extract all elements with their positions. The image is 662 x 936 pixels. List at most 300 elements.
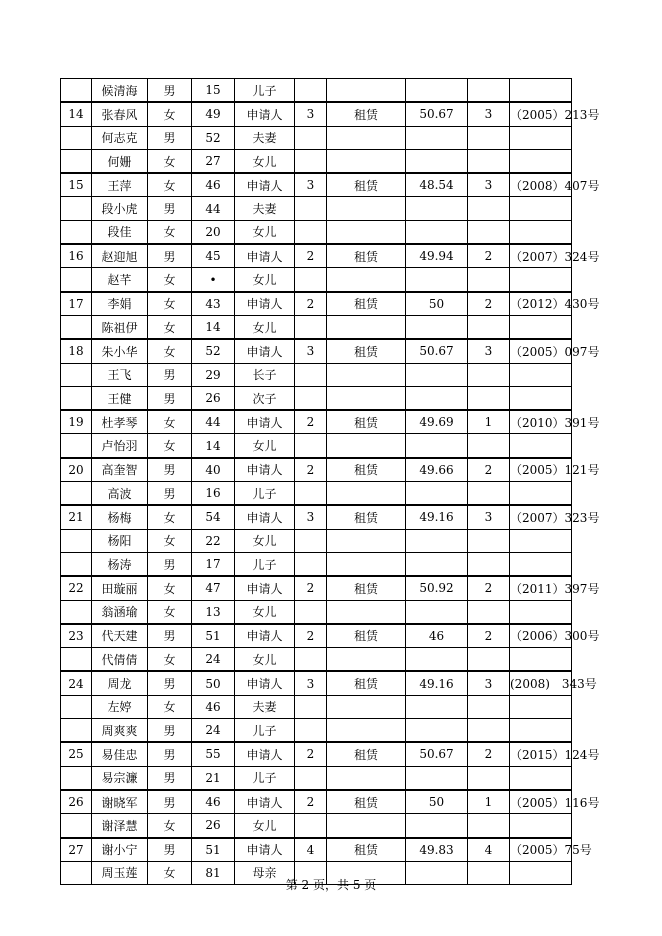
cell-type: 租赁 [327, 339, 406, 363]
cell-no [61, 814, 92, 838]
cell-rel: 申请人 [235, 339, 295, 363]
cell-type: 租赁 [327, 624, 406, 648]
cell-sex: 女 [148, 149, 192, 173]
cell-sex: 男 [148, 790, 192, 814]
cell-no: 26 [61, 790, 92, 814]
cell-name: 易宗濂 [92, 766, 148, 790]
cell-subsidy [468, 268, 510, 292]
cell-age: 22 [192, 529, 235, 552]
cell-age: 44 [192, 410, 235, 434]
cell-count [295, 315, 327, 339]
cell-rel: 申请人 [235, 244, 295, 268]
cell-area: 50 [406, 790, 468, 814]
cell-area [406, 648, 468, 672]
table-row [61, 552, 572, 576]
cell-area: 50.67 [406, 102, 468, 126]
cell-subsidy [468, 79, 510, 103]
cell-rel: 儿子 [235, 482, 295, 506]
cell-doc [510, 79, 572, 103]
cell-age: 44 [192, 197, 235, 220]
cell-area: 50 [406, 292, 468, 316]
cell-subsidy [468, 766, 510, 790]
cell-area: 49.69 [406, 410, 468, 434]
cell-count: 2 [295, 458, 327, 482]
cell-type [327, 220, 406, 244]
cell-area [406, 79, 468, 103]
cell-count [295, 814, 327, 838]
cell-subsidy [468, 220, 510, 244]
cell-type [327, 766, 406, 790]
cell-doc [510, 434, 572, 458]
cell-name: 段小虎 [92, 197, 148, 220]
cell-no: 15 [61, 173, 92, 197]
cell-doc [510, 315, 572, 339]
cell-area [406, 315, 468, 339]
cell-count [295, 220, 327, 244]
cell-sex: 男 [148, 126, 192, 149]
table-row [61, 742, 572, 766]
cell-name: 朱小华 [92, 339, 148, 363]
cell-area [406, 529, 468, 552]
cell-area: 49.94 [406, 244, 468, 268]
cell-type: 租赁 [327, 102, 406, 126]
cell-count [295, 719, 327, 743]
cell-doc [510, 197, 572, 220]
cell-name: 谢晓军 [92, 790, 148, 814]
cell-doc: （2015）124号 [510, 742, 572, 766]
cell-no: 21 [61, 505, 92, 529]
table-row [61, 648, 572, 672]
cell-doc [510, 363, 572, 386]
cell-subsidy: 1 [468, 790, 510, 814]
cell-doc: （2005）213号 [510, 102, 572, 126]
table-row [61, 268, 572, 292]
table-row [61, 719, 572, 743]
cell-no [61, 552, 92, 576]
cell-age: 27 [192, 149, 235, 173]
cell-area [406, 482, 468, 506]
cell-doc [510, 268, 572, 292]
cell-age: 51 [192, 624, 235, 648]
cell-doc [510, 386, 572, 410]
cell-subsidy: 3 [468, 102, 510, 126]
table-row [61, 363, 572, 386]
table-row [61, 790, 572, 814]
cell-count [295, 695, 327, 718]
cell-count [295, 434, 327, 458]
cell-rel: 女儿 [235, 268, 295, 292]
cell-age: 51 [192, 838, 235, 862]
cell-type [327, 315, 406, 339]
cell-count: 2 [295, 410, 327, 434]
cell-count [295, 126, 327, 149]
cell-name: 易佳忠 [92, 742, 148, 766]
table-row [61, 600, 572, 624]
cell-age: 14 [192, 434, 235, 458]
cell-name: 周玉莲 [92, 861, 148, 884]
cell-sex: 男 [148, 838, 192, 862]
cell-subsidy [468, 529, 510, 552]
cell-rel: 母亲 [235, 861, 295, 884]
cell-sex: 女 [148, 292, 192, 316]
cell-name: 王萍 [92, 173, 148, 197]
cell-area [406, 695, 468, 718]
cell-type [327, 600, 406, 624]
cell-type [327, 386, 406, 410]
table-row [61, 482, 572, 506]
cell-name: 段佳 [92, 220, 148, 244]
cell-type: 租赁 [327, 671, 406, 695]
cell-doc: （2007）324号 [510, 244, 572, 268]
cell-age: 26 [192, 814, 235, 838]
cell-area [406, 149, 468, 173]
cell-rel: 女儿 [235, 648, 295, 672]
cell-type [327, 719, 406, 743]
cell-type [327, 552, 406, 576]
cell-subsidy: 3 [468, 339, 510, 363]
cell-area [406, 197, 468, 220]
table-row [61, 149, 572, 173]
table-row [61, 838, 572, 862]
cell-sex: 女 [148, 102, 192, 126]
cell-subsidy: 2 [468, 292, 510, 316]
cell-subsidy: 2 [468, 244, 510, 268]
table-row [61, 197, 572, 220]
table-row [61, 434, 572, 458]
cell-doc: （2005）097号 [510, 339, 572, 363]
cell-age: 47 [192, 576, 235, 600]
cell-no: 16 [61, 244, 92, 268]
cell-no [61, 149, 92, 173]
cell-count: 3 [295, 339, 327, 363]
cell-sex: 男 [148, 766, 192, 790]
cell-count [295, 482, 327, 506]
table-row [61, 126, 572, 149]
cell-subsidy [468, 482, 510, 506]
cell-count: 2 [295, 790, 327, 814]
cell-sex: 女 [148, 220, 192, 244]
cell-doc: （2006）300号 [510, 624, 572, 648]
cell-sex: 女 [148, 434, 192, 458]
cell-rel: 申请人 [235, 102, 295, 126]
cell-doc [510, 719, 572, 743]
cell-rel: 申请人 [235, 624, 295, 648]
cell-subsidy: 4 [468, 838, 510, 862]
cell-sex: 男 [148, 671, 192, 695]
cell-sex: 男 [148, 363, 192, 386]
cell-rel: 夫妻 [235, 695, 295, 718]
cell-subsidy [468, 552, 510, 576]
cell-rel: 女儿 [235, 434, 295, 458]
cell-area [406, 220, 468, 244]
cell-age: 14 [192, 315, 235, 339]
cell-type [327, 363, 406, 386]
cell-no: 22 [61, 576, 92, 600]
cell-doc: （2005）75号 [510, 838, 572, 862]
cell-no [61, 695, 92, 718]
cell-age: 13 [192, 600, 235, 624]
cell-count [295, 648, 327, 672]
cell-age: 54 [192, 505, 235, 529]
cell-area: 49.83 [406, 838, 468, 862]
cell-subsidy [468, 197, 510, 220]
cell-name: 王健 [92, 386, 148, 410]
cell-type: 租赁 [327, 576, 406, 600]
cell-age: 24 [192, 719, 235, 743]
table-row [61, 339, 572, 363]
cell-rel: 申请人 [235, 458, 295, 482]
cell-type [327, 482, 406, 506]
cell-no [61, 79, 92, 103]
cell-type [327, 648, 406, 672]
cell-rel: 申请人 [235, 838, 295, 862]
cell-age: 24 [192, 648, 235, 672]
cell-count [295, 197, 327, 220]
cell-name: 代倩倩 [92, 648, 148, 672]
cell-sex: 女 [148, 600, 192, 624]
cell-sex: 男 [148, 719, 192, 743]
cell-rel: 夫妻 [235, 197, 295, 220]
cell-area [406, 552, 468, 576]
cell-area: 49.16 [406, 505, 468, 529]
cell-name: 陈祖伊 [92, 315, 148, 339]
cell-age: 52 [192, 339, 235, 363]
cell-no [61, 482, 92, 506]
cell-count [295, 268, 327, 292]
cell-subsidy [468, 126, 510, 149]
cell-name: 高奎智 [92, 458, 148, 482]
cell-subsidy: 2 [468, 624, 510, 648]
cell-area: 50.92 [406, 576, 468, 600]
cell-rel: 申请人 [235, 576, 295, 600]
table-row [61, 814, 572, 838]
cell-area [406, 126, 468, 149]
cell-type: 租赁 [327, 505, 406, 529]
cell-name: 谢小宁 [92, 838, 148, 862]
cell-no [61, 766, 92, 790]
cell-age: 55 [192, 742, 235, 766]
cell-name: 谢泽慧 [92, 814, 148, 838]
cell-count: 3 [295, 102, 327, 126]
cell-no: 23 [61, 624, 92, 648]
cell-count: 2 [295, 742, 327, 766]
cell-name: 候清海 [92, 79, 148, 103]
cell-no [61, 315, 92, 339]
cell-age: 46 [192, 695, 235, 718]
cell-sex: 女 [148, 315, 192, 339]
cell-no [61, 719, 92, 743]
cell-area [406, 600, 468, 624]
cell-type [327, 529, 406, 552]
cell-doc [510, 149, 572, 173]
cell-sex: 男 [148, 197, 192, 220]
cell-type [327, 149, 406, 173]
cell-age: 52 [192, 126, 235, 149]
table-row [61, 173, 572, 197]
cell-type [327, 197, 406, 220]
cell-rel: 次子 [235, 386, 295, 410]
cell-no [61, 434, 92, 458]
cell-count [295, 552, 327, 576]
cell-doc: （2010）391号 [510, 410, 572, 434]
cell-area [406, 814, 468, 838]
cell-count [295, 766, 327, 790]
cell-count: 4 [295, 838, 327, 862]
cell-name: 高波 [92, 482, 148, 506]
cell-name: 翁涵瑜 [92, 600, 148, 624]
cell-area: 48.54 [406, 173, 468, 197]
cell-age: 15 [192, 79, 235, 103]
cell-subsidy [468, 434, 510, 458]
cell-area [406, 268, 468, 292]
cell-count: 2 [295, 576, 327, 600]
cell-age: 46 [192, 790, 235, 814]
cell-age: 49 [192, 102, 235, 126]
cell-no [61, 600, 92, 624]
cell-sex: 女 [148, 695, 192, 718]
cell-type: 租赁 [327, 838, 406, 862]
cell-rel: 申请人 [235, 742, 295, 766]
cell-rel: 女儿 [235, 149, 295, 173]
cell-type [327, 268, 406, 292]
cell-rel: 女儿 [235, 220, 295, 244]
cell-no: 19 [61, 410, 92, 434]
table-row [61, 102, 572, 126]
cell-age: 50 [192, 671, 235, 695]
table-row [61, 220, 572, 244]
cell-doc [510, 695, 572, 718]
cell-age: 45 [192, 244, 235, 268]
cell-count: 2 [295, 292, 327, 316]
cell-area: 50.67 [406, 339, 468, 363]
table-row [61, 244, 572, 268]
cell-doc: （2011）397号 [510, 576, 572, 600]
cell-no: 24 [61, 671, 92, 695]
cell-count: 3 [295, 173, 327, 197]
cell-subsidy: 2 [468, 458, 510, 482]
cell-type: 租赁 [327, 742, 406, 766]
cell-subsidy: 1 [468, 410, 510, 434]
cell-doc [510, 814, 572, 838]
cell-count [295, 386, 327, 410]
cell-rel: 儿子 [235, 719, 295, 743]
cell-area: 49.16 [406, 671, 468, 695]
cell-rel: 女儿 [235, 315, 295, 339]
cell-rel: 儿子 [235, 552, 295, 576]
cell-area [406, 434, 468, 458]
cell-doc: （2005）121号 [510, 458, 572, 482]
cell-sex: 男 [148, 458, 192, 482]
cell-no: 27 [61, 838, 92, 862]
table-row [61, 315, 572, 339]
table-row [61, 766, 572, 790]
cell-name: 赵迎旭 [92, 244, 148, 268]
cell-sex: 男 [148, 244, 192, 268]
cell-age: 20 [192, 220, 235, 244]
cell-area [406, 363, 468, 386]
cell-area: 50.67 [406, 742, 468, 766]
cell-count [295, 600, 327, 624]
cell-sex: 男 [148, 552, 192, 576]
cell-rel: 长子 [235, 363, 295, 386]
cell-sex: 女 [148, 861, 192, 884]
cell-subsidy: 3 [468, 671, 510, 695]
cell-name: 代天建 [92, 624, 148, 648]
cell-subsidy [468, 719, 510, 743]
cell-subsidy [468, 600, 510, 624]
cell-doc [510, 482, 572, 506]
cell-name: 周龙 [92, 671, 148, 695]
table-row [61, 410, 572, 434]
cell-type: 租赁 [327, 173, 406, 197]
cell-type: 租赁 [327, 790, 406, 814]
cell-name: 田璇丽 [92, 576, 148, 600]
cell-age: • [192, 268, 235, 292]
cell-subsidy [468, 695, 510, 718]
cell-rel: 申请人 [235, 292, 295, 316]
cell-sex: 女 [148, 814, 192, 838]
cell-age: 43 [192, 292, 235, 316]
cell-name: 赵芊 [92, 268, 148, 292]
cell-age: 29 [192, 363, 235, 386]
cell-rel: 儿子 [235, 766, 295, 790]
cell-doc: （2007）323号 [510, 505, 572, 529]
cell-no: 20 [61, 458, 92, 482]
table-row [61, 624, 572, 648]
cell-age: 16 [192, 482, 235, 506]
cell-doc [510, 648, 572, 672]
cell-count: 2 [295, 624, 327, 648]
cell-name: 杨涛 [92, 552, 148, 576]
cell-doc: （2005）116号 [510, 790, 572, 814]
cell-doc: （2012）430号 [510, 292, 572, 316]
cell-sex: 女 [148, 576, 192, 600]
cell-rel: 儿子 [235, 79, 295, 103]
cell-doc [510, 220, 572, 244]
cell-sex: 女 [148, 648, 192, 672]
cell-rel: 申请人 [235, 790, 295, 814]
cell-doc [510, 126, 572, 149]
page-footer: 第 2 页，共 5 页 [285, 878, 377, 892]
cell-name: 卢怡羽 [92, 434, 148, 458]
cell-no: 17 [61, 292, 92, 316]
table-row [61, 292, 572, 316]
household-table [60, 78, 600, 885]
cell-doc [510, 552, 572, 576]
cell-name: 何姗 [92, 149, 148, 173]
cell-name: 周爽爽 [92, 719, 148, 743]
cell-subsidy [468, 648, 510, 672]
cell-rel: 夫妻 [235, 126, 295, 149]
cell-subsidy [468, 149, 510, 173]
cell-subsidy: 2 [468, 576, 510, 600]
cell-type [327, 126, 406, 149]
cell-area [406, 386, 468, 410]
cell-no [61, 220, 92, 244]
cell-rel: 女儿 [235, 600, 295, 624]
cell-sex: 女 [148, 339, 192, 363]
cell-age: 21 [192, 766, 235, 790]
cell-age: 46 [192, 173, 235, 197]
cell-sex: 女 [148, 529, 192, 552]
cell-name: 王飞 [92, 363, 148, 386]
cell-no [61, 126, 92, 149]
cell-sex: 男 [148, 386, 192, 410]
cell-count [295, 79, 327, 103]
cell-rel: 申请人 [235, 173, 295, 197]
cell-type [327, 695, 406, 718]
cell-area [406, 766, 468, 790]
